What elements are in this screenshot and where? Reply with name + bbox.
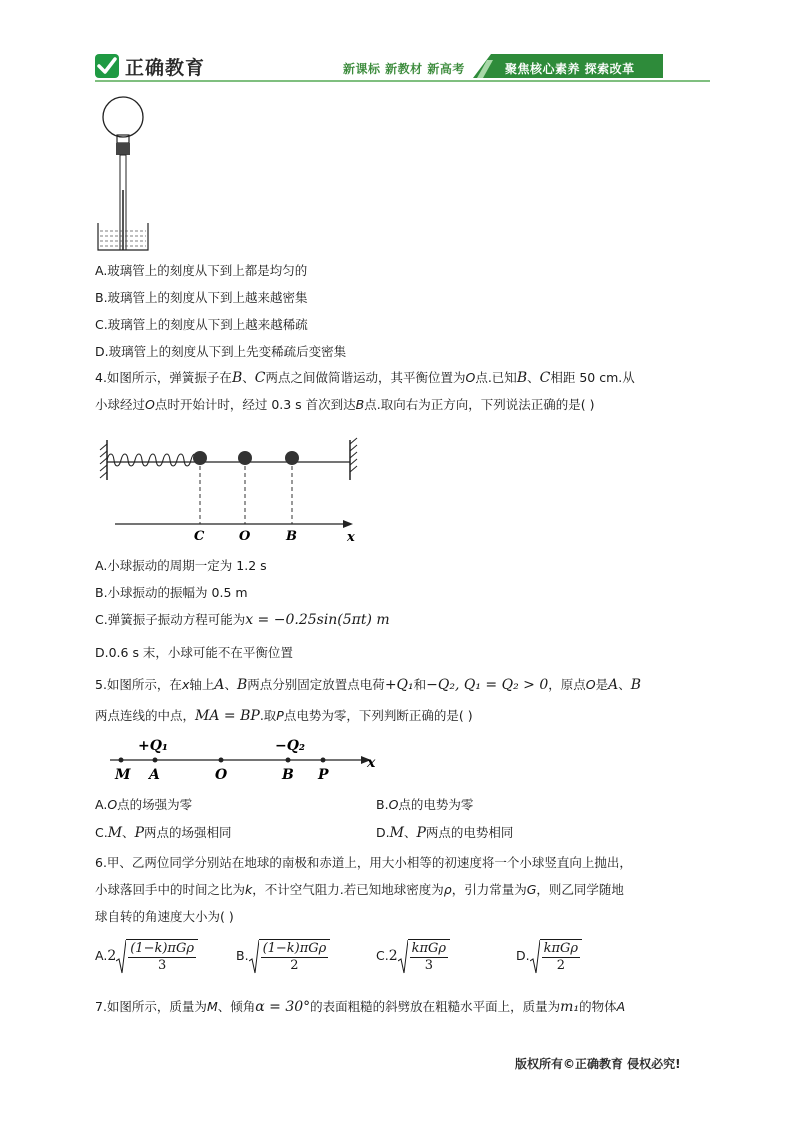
- brand-name: 正确教育: [125, 56, 206, 79]
- q3-option-c: C.玻璃管上的刻度从下到上越来越稀疏: [95, 317, 308, 332]
- charge-label-q2: −Q₂: [275, 738, 306, 754]
- q6-option-b: B. $\frac{\text{(1−k)πGρ}}{2}$: [236, 938, 330, 975]
- charges-axis-figure: [105, 732, 380, 784]
- q6-option-c: C.2 $\frac{\text{kπGρ}}{3}$: [376, 938, 450, 975]
- axis-label-x: x: [367, 755, 376, 771]
- header-tags: 新课标 新教材 新高考: [343, 62, 465, 76]
- bulb-thermometer-figure: [95, 95, 155, 255]
- q6-stem-line-2: 小球落回手中的时间之比为k，不计空气阻力.若已知地球密度为ρ，引力常量为G，则乙同学随地: [95, 882, 624, 897]
- q4-option-d: D.0.6 s 末，小球可能不在平衡位置: [95, 645, 293, 660]
- page-footer: 版权所有©正确教育 侵权必究!: [515, 1057, 681, 1071]
- q6-stem-line-3: 球自转的角速度大小为( ): [95, 909, 234, 924]
- point-label-m: M: [115, 767, 131, 783]
- sqrt-sign: $\frac{\text{(1−k)πGρ}}{3}$: [116, 939, 198, 975]
- q6-option-a: A.2 $\frac{\text{(1−k)πGρ}}{3}$: [95, 938, 198, 975]
- q3-option-a: A.玻璃管上的刻度从下到上都是均匀的: [95, 263, 308, 278]
- sqrt-sign: $\frac{\text{kπGρ}}{3}$: [398, 939, 450, 975]
- q5-stem-line-2: 两点连线的中点，MA = BP.取P点电势为零，下列判断正确的是( ): [95, 708, 473, 724]
- point-label-a: A: [149, 767, 160, 783]
- q5-option-d: D.M、P两点的电势相同: [376, 825, 514, 841]
- q5-stem-line-1: 5.如图所示，在x轴上A、B两点分别固定放置点电荷+Q₁和−Q₂, Q₁ = Q₂ > 0，原点O是A、B: [95, 677, 642, 693]
- q5-option-a: A.O点的场强为零: [95, 797, 193, 812]
- point-label-p: P: [318, 767, 329, 783]
- q4-option-a: A.小球振动的周期一定为 1.2 s: [95, 558, 267, 573]
- q4-option-b: B.小球振动的振幅为 0.5 m: [95, 585, 248, 600]
- spring-oscillator-figure: [95, 432, 365, 544]
- header-banner-text: 聚焦核心素养 探索改革: [505, 62, 635, 76]
- q4-stem-line-1: 4.如图所示，弹簧振子在B、C两点之间做简谐运动，其平衡位置为O点.已知B、C相距 50 cm.从: [95, 370, 635, 386]
- q5-option-b: B.O点的电势为零: [376, 797, 474, 812]
- axis-label-x: x: [347, 530, 355, 544]
- q4-option-c: C.弹簧振子振动方程可能为x = −0.25sin(5πt) m: [95, 612, 390, 628]
- point-label-b: B: [286, 529, 297, 544]
- q5-option-c: C.M、P两点的场强相同: [95, 825, 232, 841]
- point-label-b: B: [282, 767, 294, 783]
- charge-label-q1: +Q₁: [138, 738, 169, 754]
- page-header: [95, 52, 710, 82]
- point-label-o: O: [239, 529, 251, 544]
- q7-stem-line-1: 7.如图所示，质量为M、倾角α = 30°的表面粗糙的斜劈放在粗糙水平面上，质量为m₁的物体A: [95, 999, 626, 1015]
- sqrt-sign: $\frac{\text{(1−k)πGρ}}{2}$: [249, 939, 331, 975]
- q4-stem-line-2: 小球经过O点时开始计时，经过 0.3 s 首次到达B点.取向右为正方向，下列说法正确的是( ): [95, 397, 595, 412]
- q3-option-d: D.玻璃管上的刻度从下到上先变稀疏后变密集: [95, 344, 347, 359]
- q6-stem-line-1: 6.甲、乙两位同学分别站在地球的南极和赤道上，用大小相等的初速度将一个小球竖直向上抛出，: [95, 855, 632, 870]
- q3-option-b: B.玻璃管上的刻度从下到上越来越密集: [95, 290, 308, 305]
- header-divider: [95, 80, 710, 82]
- point-label-c: C: [194, 529, 205, 544]
- brand-logo: [95, 52, 205, 80]
- checkmark-icon: [95, 54, 119, 78]
- sqrt-sign: $\frac{\text{kπGρ}}{2}$: [530, 939, 582, 975]
- q6-option-d: D. $\frac{\text{kπGρ}}{2}$: [516, 938, 582, 975]
- point-label-o: O: [215, 767, 228, 783]
